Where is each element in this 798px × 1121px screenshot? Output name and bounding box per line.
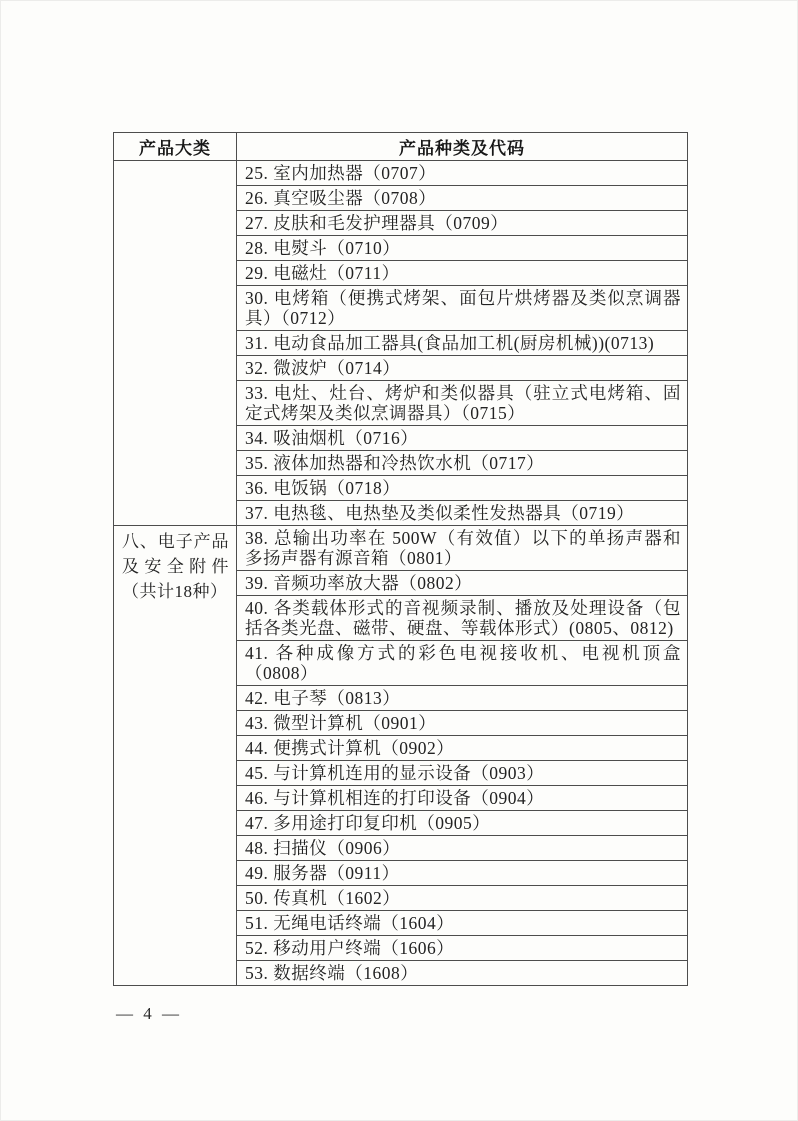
item-cell: 41. 各种成像方式的彩色电视接收机、电视机顶盒（0808） bbox=[237, 641, 688, 686]
table-body bbox=[114, 161, 688, 986]
product-category-table bbox=[113, 132, 688, 986]
item-cell: 52. 移动用户终端（1606） bbox=[237, 936, 688, 961]
item-cell: 29. 电磁灶（0711） bbox=[237, 261, 688, 286]
item-cell: 28. 电熨斗（0710） bbox=[237, 236, 688, 261]
item-cell: 32. 微波炉（0714） bbox=[237, 356, 688, 381]
page-number: — 4 — bbox=[116, 1004, 182, 1023]
item-cell: 37. 电热毯、电热垫及类似柔性发热器具（0719） bbox=[237, 501, 688, 526]
item-cell: 43. 微型计算机（0901） bbox=[237, 711, 688, 736]
item-cell: 38. 总输出功率在 500W（有效值）以下的单扬声器和多扬声器有源音箱（0801） bbox=[237, 526, 688, 571]
item-cell: 26. 真空吸尘器（0708） bbox=[237, 186, 688, 211]
item-cell: 39. 音频功率放大器（0802） bbox=[237, 571, 688, 596]
item-cell: 48. 扫描仪（0906） bbox=[237, 836, 688, 861]
item-cell: 40. 各类载体形式的音视频录制、播放及处理设备（包括各类光盘、磁带、硬盘、等载体形式）(0805、0812) bbox=[237, 596, 688, 641]
item-cell: 31. 电动食品加工器具(食品加工机(厨房机械))(0713) bbox=[237, 331, 688, 356]
column-header-product-category: 产品大类 bbox=[114, 133, 237, 161]
item-cell: 46. 与计算机相连的打印设备（0904） bbox=[237, 786, 688, 811]
item-cell: 33. 电灶、灶台、烤炉和类似器具（驻立式电烤箱、固定式烤架及类似烹调器具）（0715） bbox=[237, 381, 688, 426]
item-cell: 44. 便携式计算机（0902） bbox=[237, 736, 688, 761]
item-cell: 50. 传真机（1602） bbox=[237, 886, 688, 911]
table-row bbox=[114, 526, 688, 571]
item-cell: 49. 服务器（0911） bbox=[237, 861, 688, 886]
table-row bbox=[114, 161, 688, 186]
item-cell: 36. 电饭锅（0718） bbox=[237, 476, 688, 501]
category-cell: 八、电子产品及安全附件（共计18种） bbox=[114, 526, 237, 986]
item-cell: 30. 电烤箱（便携式烤架、面包片烘烤器及类似烹调器具）（0712） bbox=[237, 286, 688, 331]
item-cell: 47. 多用途打印复印机（0905） bbox=[237, 811, 688, 836]
item-cell: 27. 皮肤和毛发护理器具（0709） bbox=[237, 211, 688, 236]
category-cell bbox=[114, 161, 237, 526]
item-cell: 51. 无绳电话终端（1604） bbox=[237, 911, 688, 936]
item-cell: 53. 数据终端（1608） bbox=[237, 961, 688, 986]
item-cell: 35. 液体加热器和冷热饮水机（0717） bbox=[237, 451, 688, 476]
item-cell: 34. 吸油烟机（0716） bbox=[237, 426, 688, 451]
item-cell: 42. 电子琴（0813） bbox=[237, 686, 688, 711]
item-cell: 45. 与计算机连用的显示设备（0903） bbox=[237, 761, 688, 786]
column-header-product-types-codes: 产品种类及代码 bbox=[237, 133, 688, 161]
table-header-row bbox=[114, 133, 688, 161]
item-cell: 25. 室内加热器（0707） bbox=[237, 161, 688, 186]
